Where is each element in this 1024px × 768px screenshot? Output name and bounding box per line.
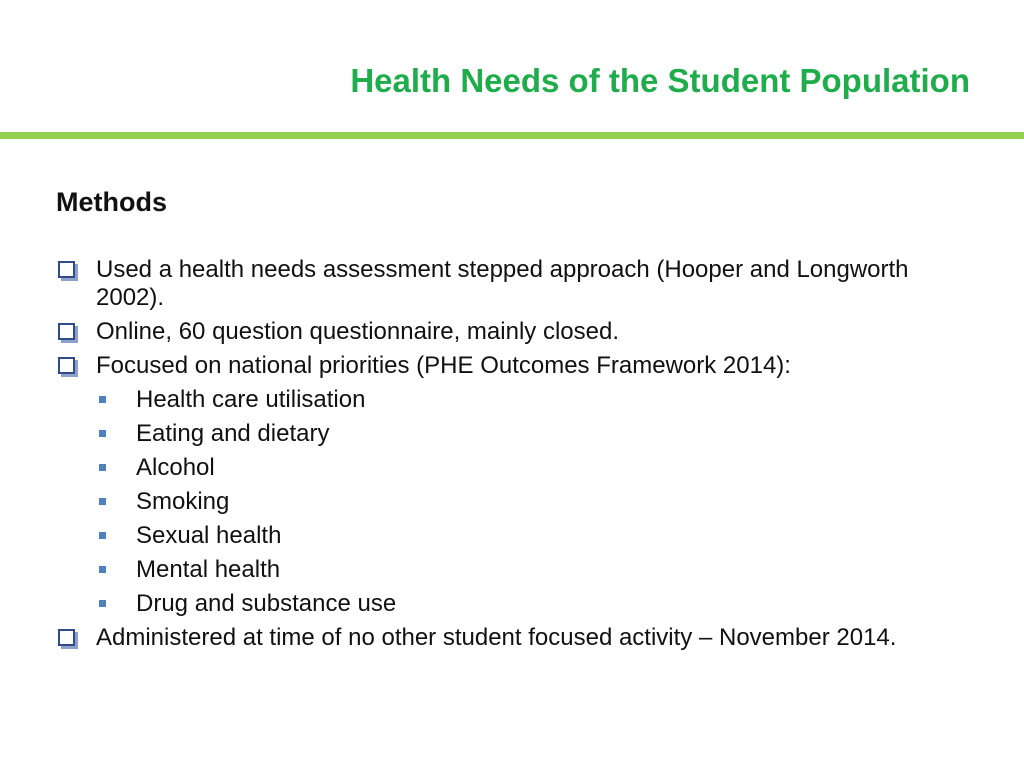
bullet-text: Online, 60 question questionnaire, mainly closed.	[96, 318, 619, 345]
slide-title: Health Needs of the Student Population	[350, 62, 970, 99]
checkbox-bullet-icon	[58, 357, 75, 374]
sub-bullet-text: Alcohol	[136, 454, 215, 481]
square-bullet-icon	[99, 600, 106, 607]
square-bullet-icon	[99, 430, 106, 437]
square-bullet-icon	[99, 464, 106, 471]
sub-list-item	[96, 556, 956, 584]
checkbox-bullet-icon	[58, 323, 75, 340]
list-item	[56, 624, 956, 652]
checkbox-bullet-icon	[58, 629, 75, 646]
bullet-text: Focused on national priorities (PHE Outcomes Framework 2014):	[96, 352, 791, 379]
checkbox-bullet-icon	[58, 261, 75, 278]
section-heading: Methods	[56, 187, 167, 217]
sub-bullet-text: Eating and dietary	[136, 420, 330, 447]
list-item	[56, 256, 956, 312]
sub-bullet-text: Smoking	[136, 488, 230, 515]
list-item	[56, 318, 956, 346]
title-divider	[0, 132, 1024, 139]
sub-list-item	[96, 522, 956, 550]
sub-bullet-text: Sexual health	[136, 522, 282, 549]
sub-list-item	[96, 386, 956, 414]
bullet-text: Administered at time of no other student focused activity – November 2014.	[96, 624, 897, 651]
sub-list-item	[96, 488, 956, 516]
square-bullet-icon	[99, 396, 106, 403]
sub-list-item	[96, 454, 956, 482]
list-item	[56, 352, 956, 618]
square-bullet-icon	[99, 498, 106, 505]
sub-list-item	[96, 420, 956, 448]
square-bullet-icon	[99, 566, 106, 573]
sub-list-item	[96, 590, 956, 618]
sub-bullet-text: Health care utilisation	[136, 386, 366, 413]
bullet-text: Used a health needs assessment stepped approach (Hooper and Longworth 2002).	[96, 256, 909, 311]
sub-bullet-text: Mental health	[136, 556, 281, 583]
square-bullet-icon	[99, 532, 106, 539]
priorities-sublist	[96, 386, 956, 618]
methods-list	[56, 256, 956, 658]
sub-bullet-text: Drug and substance use	[136, 590, 397, 617]
